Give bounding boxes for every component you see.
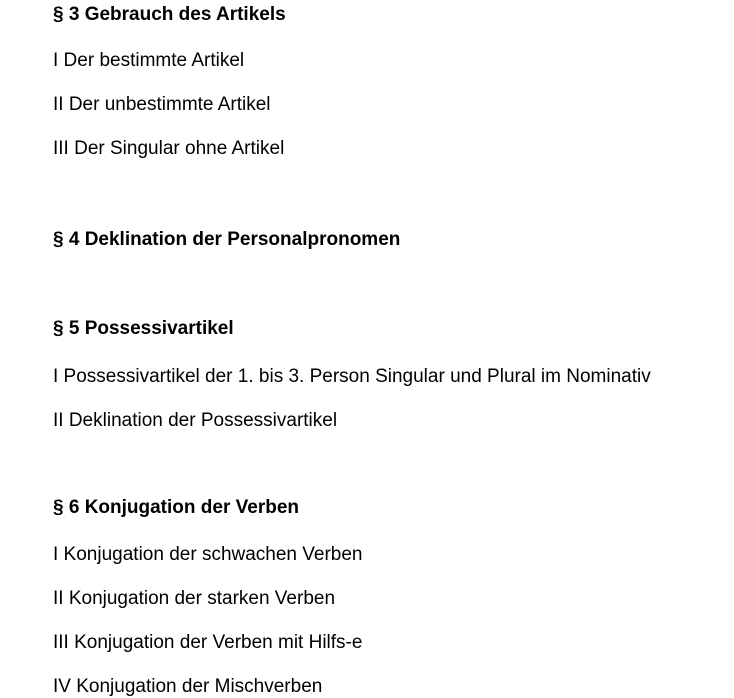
section-heading: § 6 Konjugation der Verben xyxy=(53,497,299,518)
toc-item: I Konjugation der schwachen Verben xyxy=(53,544,363,565)
toc-item: III Der Singular ohne Artikel xyxy=(53,138,285,159)
section-heading: § 4 Deklination der Personalpronomen xyxy=(53,229,401,250)
section-heading: § 5 Possessivartikel xyxy=(53,318,234,339)
toc-item: III Konjugation der Verben mit Hilfs-e xyxy=(53,632,363,653)
toc-item: II Der unbestimmte Artikel xyxy=(53,94,271,115)
toc-item: II Deklination der Possessivartikel xyxy=(53,410,338,431)
toc-item: I Possessivartikel der 1. bis 3. Person Singular und Plural im Nominativ xyxy=(53,366,651,387)
toc-item: IV Konjugation der Mischverben xyxy=(53,676,323,697)
toc-item: II Konjugation der starken Verben xyxy=(53,588,336,609)
toc-item: I Der bestimmte Artikel xyxy=(53,50,245,71)
section-heading: § 3 Gebrauch des Artikels xyxy=(53,4,286,25)
